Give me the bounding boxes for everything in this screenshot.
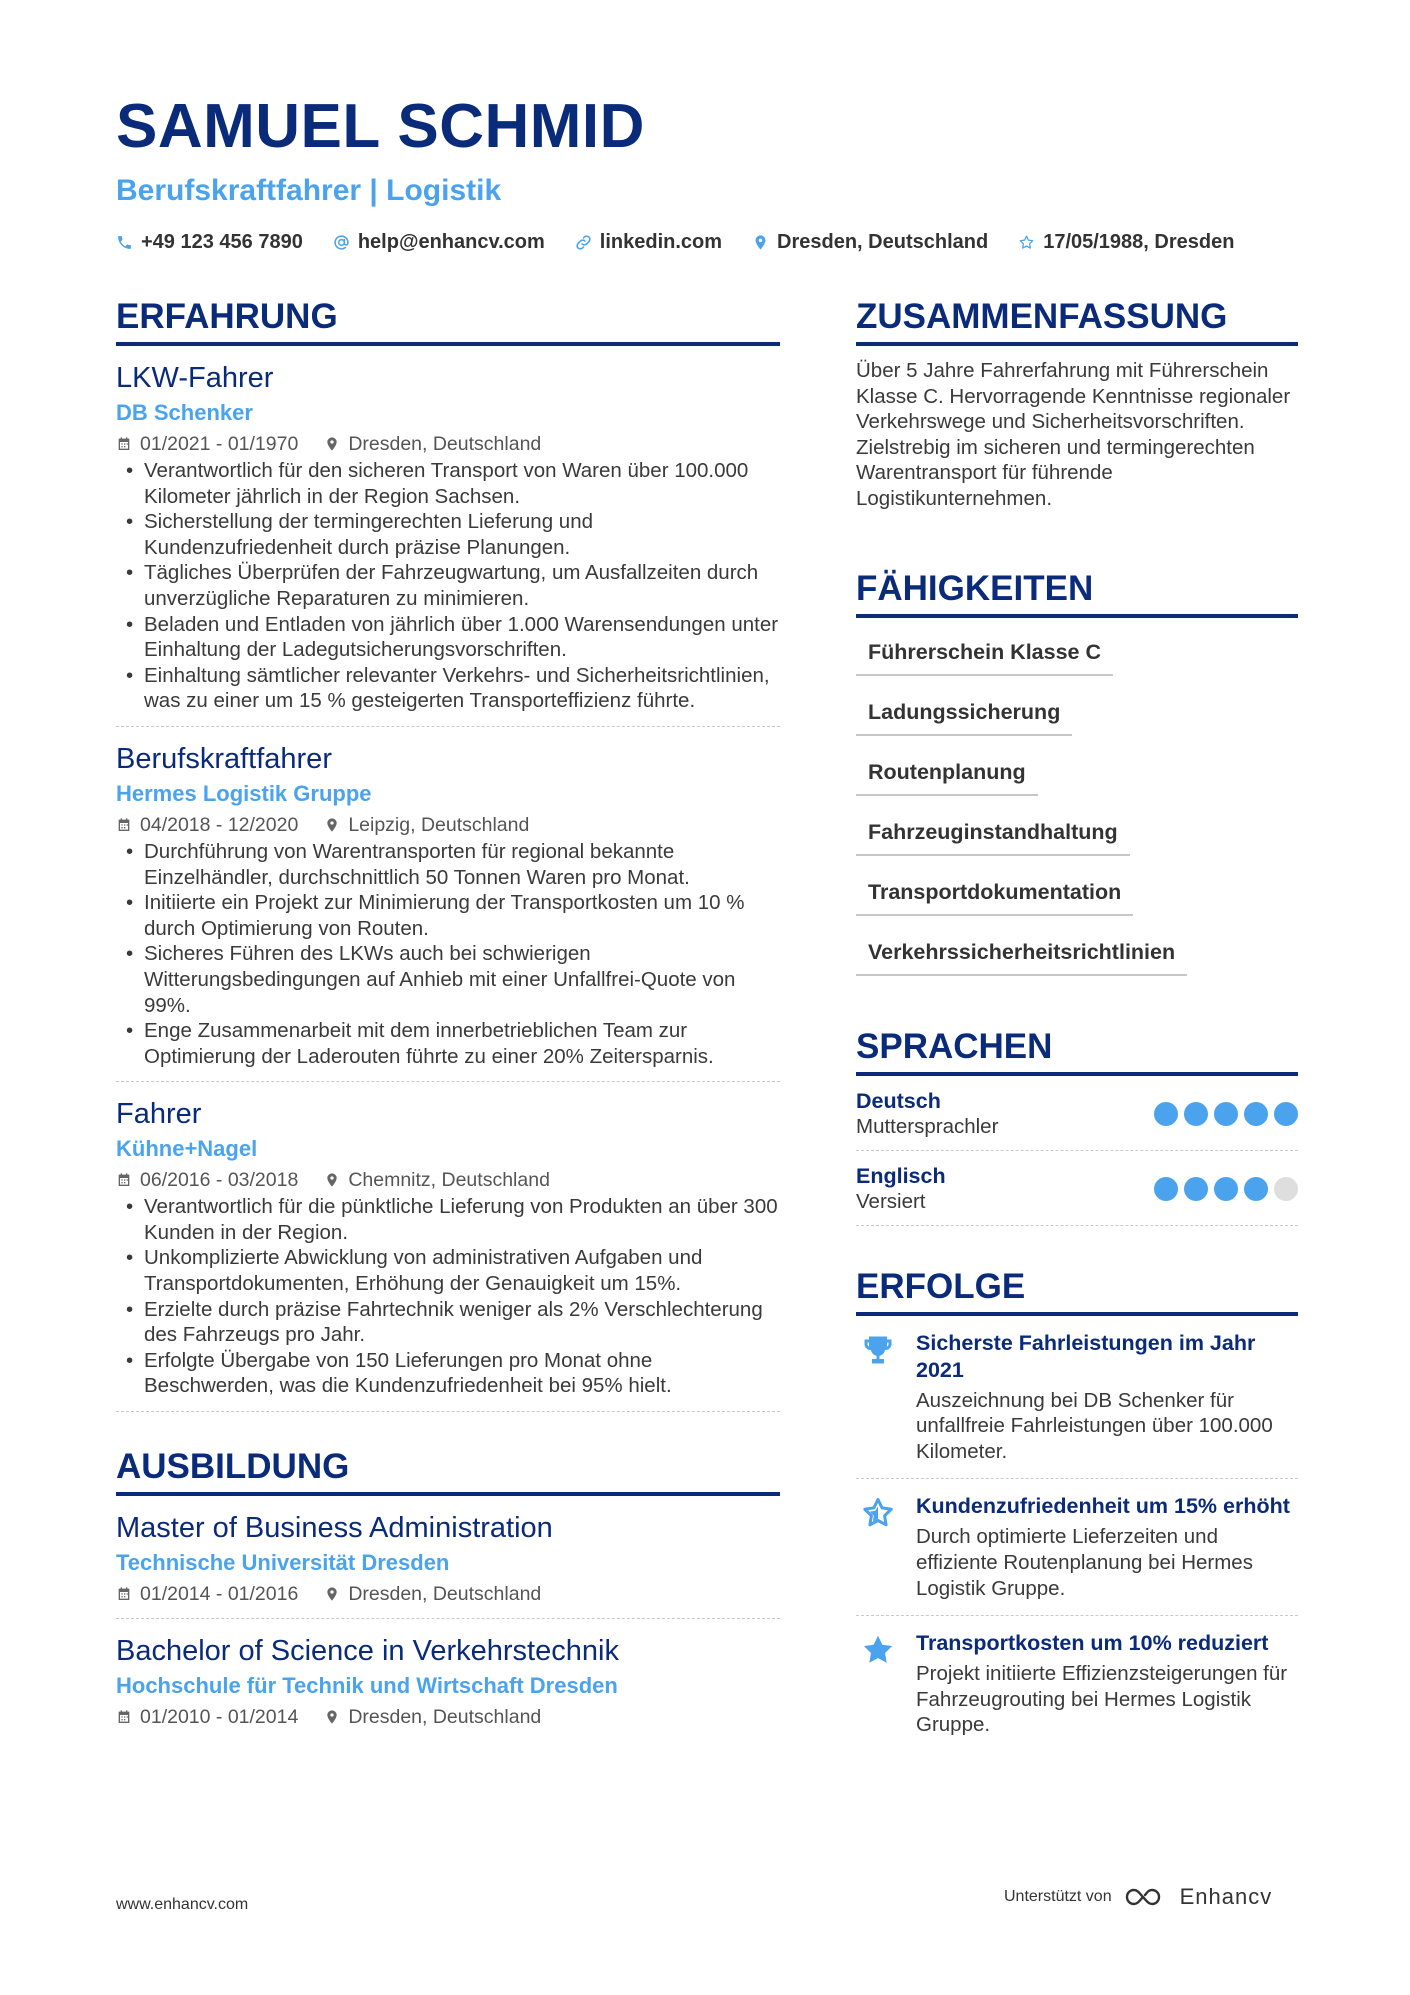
job-bullet: • Tägliches Überprüfen der Fahrzeugwartung, um Ausfallzeiten durch unverzügliche Reparaturen zu minimieren. [144, 560, 780, 611]
achievements-heading: ERFOLGE [856, 1266, 1298, 1316]
contact-birth-text: 17/05/1988, Dresden [1043, 231, 1235, 253]
education-dates [116, 1580, 298, 1608]
rating-dot [1244, 1102, 1268, 1126]
left-column [116, 296, 780, 1741]
job-meta [116, 811, 780, 839]
location-pin-icon [324, 817, 340, 833]
achievement-description: Auszeichnung bei DB Schenker für unfallfreie Fahrleistungen über 100.000 Kilometer. [916, 1388, 1273, 1463]
job-location [324, 430, 541, 458]
education-location-text: Dresden, Deutschland [348, 1583, 542, 1606]
phone-icon [116, 234, 133, 251]
footer-branding [1004, 1884, 1272, 1910]
education-location [324, 1703, 541, 1731]
rating-dot [1274, 1177, 1298, 1201]
education-location [324, 1580, 541, 1608]
star-filled-icon [860, 1632, 896, 1668]
language-level: Versiert [856, 1189, 926, 1213]
achievement-item [856, 1316, 1298, 1480]
education-location-text: Dresden, Deutschland [348, 1706, 542, 1729]
right-column [856, 296, 1298, 1752]
contact-birth [1018, 230, 1234, 254]
contact-phone-text: +49 123 456 7890 [141, 231, 303, 253]
achievement-title: Sicherste Fahrleistungen im Jahr 2021 [916, 1330, 1256, 1382]
achievement-item [856, 1616, 1298, 1752]
skill-tag: Führerschein Klasse C [856, 632, 1113, 676]
job-dates [116, 811, 298, 839]
company-name: Hermes Logistik Gruppe [116, 780, 372, 806]
rating-dot [1184, 1177, 1208, 1201]
job-title: Berufskraftfahrer [116, 742, 332, 775]
rating-dot [1214, 1177, 1238, 1201]
job-bullet: • Einhaltung sämtlicher relevanter Verkehrs- und Sicherheitsrichtlinien, was zu einer um 15 % gesteigerten Transporteffizienz führte. [144, 663, 780, 714]
powered-by-text: Unterstützt von [1004, 1888, 1112, 1905]
job-bullet: • Erfolgte Übergabe von 150 Lieferungen pro Monat ohne Beschwerden, was die Kundenzufriedenheit bei 95% hielt. [144, 1348, 780, 1399]
job-bullet: • Sicheres Führen des LKWs auch bei schwierigen Witterungsbedingungen auf Anhieb mit einer Unfallfrei-Quote von 99%. [144, 941, 780, 1018]
degree-title: Bachelor of Science in Verkehrstechnik [116, 1635, 619, 1668]
job-bullets [116, 458, 780, 714]
achievement-description: Durch optimierte Lieferzeiten und effiziente Routenplanung bei Hermes Logistik Gruppe. [916, 1525, 1253, 1600]
language-item [856, 1076, 1298, 1151]
job-bullet: • Verantwortlich für den sicheren Transport von Waren über 100.000 Kilometer jährlich in der Region Sachsen. [144, 458, 780, 509]
education-meta [116, 1580, 780, 1608]
skill-tag: Transportdokumentation [856, 872, 1133, 916]
contact-location-text: Dresden, Deutschland [777, 231, 989, 253]
contact-linkedin-text: linkedin.com [599, 231, 723, 253]
contact-email[interactable] [333, 230, 545, 254]
job-bullet: • Sicherstellung der termingerechten Lieferung und Kundenzufriedenheit durch präzise Planungen. [144, 509, 780, 560]
contact-email-text: help@enhancv.com [357, 231, 545, 253]
rating-dot [1274, 1102, 1298, 1126]
calendar-icon [116, 436, 132, 452]
location-pin-icon [324, 1709, 340, 1725]
experience-item [116, 1082, 780, 1412]
rating-dot [1214, 1102, 1238, 1126]
at-icon [333, 234, 350, 251]
language-name: Englisch [856, 1163, 946, 1188]
trophy-icon [860, 1332, 896, 1368]
experience-heading: ERFAHRUNG [116, 296, 780, 346]
job-dates-text: 06/2016 - 03/2018 [140, 1169, 299, 1192]
contact-linkedin[interactable] [575, 230, 722, 254]
rating-dot [1244, 1177, 1268, 1201]
job-dates [116, 1166, 298, 1194]
school-name: Technische Universität Dresden [116, 1550, 450, 1576]
calendar-icon [116, 1586, 132, 1602]
language-level: Muttersprachler [856, 1114, 999, 1138]
job-location-text: Leipzig, Deutschland [348, 813, 530, 836]
education-dates-text: 01/2010 - 01/2014 [140, 1706, 299, 1729]
calendar-icon [116, 817, 132, 833]
job-bullets [116, 1194, 780, 1399]
calendar-icon [116, 1172, 132, 1188]
contact-location [752, 230, 988, 254]
job-meta [116, 1166, 780, 1194]
skills-list [856, 632, 1298, 992]
calendar-icon [116, 1709, 132, 1725]
job-bullet: • Unkomplizierte Abwicklung von administrativen Aufgaben und Transportdokumenten, Erhöhung der Genauigkeit um 15%. [144, 1245, 780, 1296]
location-pin-icon [324, 1586, 340, 1602]
company-name: DB Schenker [116, 400, 253, 425]
job-meta [116, 430, 780, 458]
skill-tag: Routenplanung [856, 752, 1038, 796]
star-outline-icon [860, 1495, 896, 1531]
achievement-item [856, 1479, 1298, 1616]
languages-heading: SPRACHEN [856, 1026, 1298, 1076]
job-dates [116, 430, 298, 458]
brand-name: Enhancv [1179, 1884, 1273, 1909]
achievement-title: Transportkosten um 10% reduziert [916, 1631, 1269, 1656]
location-pin-icon [752, 234, 769, 251]
contact-phone[interactable] [116, 230, 303, 254]
education-dates-text: 01/2014 - 01/2016 [140, 1583, 299, 1606]
degree-title: Master of Business Administration [116, 1512, 553, 1545]
language-name: Deutsch [856, 1088, 941, 1113]
language-rating [1154, 1177, 1298, 1201]
candidate-headline: Berufskraftfahrer | Logistik [116, 174, 502, 207]
star-icon [1018, 234, 1035, 251]
education-heading: AUSBILDUNG [116, 1446, 780, 1496]
job-bullet: • Beladen und Entladen von jährlich über 1.000 Warensendungen unter Einhaltung der Ladegutsicherungsvorschriften. [144, 612, 780, 663]
job-bullet: • Erzielte durch präzise Fahrtechnik weniger als 2% Verschlechterung des Fahrzeugs pro Jahr. [144, 1297, 780, 1348]
skill-tag: Fahrzeuginstandhaltung [856, 812, 1130, 856]
job-title: LKW-Fahrer [116, 362, 274, 394]
skill-tag: Verkehrssicherheitsrichtlinien [856, 932, 1187, 976]
job-dates-text: 01/2021 - 01/1970 [140, 433, 299, 455]
job-location [324, 1166, 550, 1194]
education-meta [116, 1703, 780, 1731]
link-icon [575, 234, 592, 251]
job-bullet: • Initiierte ein Projekt zur Minimierung der Transportkosten um 10 % durch Optimierung von Routen. [144, 890, 780, 941]
language-rating [1154, 1102, 1298, 1126]
achievement-description: Projekt initiierte Effizienzsteigerungen für Fahrzeugrouting bei Hermes Logistik Gruppe. [916, 1662, 1288, 1737]
rating-dot [1154, 1102, 1178, 1126]
rating-dot [1184, 1102, 1208, 1126]
job-location-text: Chemnitz, Deutschland [348, 1169, 550, 1192]
job-title: Fahrer [116, 1098, 202, 1131]
candidate-name: SAMUEL SCHMID [116, 92, 645, 161]
company-name: Kühne+Nagel [116, 1136, 258, 1162]
rating-dot [1154, 1177, 1178, 1201]
job-bullet: • Verantwortlich für die pünktliche Lieferung von Produkten an über 300 Kunden in der Region. [144, 1194, 780, 1245]
footer-website[interactable]: www.enhancv.com [116, 1896, 249, 1913]
education-dates [116, 1703, 298, 1731]
language-item [856, 1151, 1298, 1226]
job-dates-text: 04/2018 - 12/2020 [140, 813, 299, 836]
enhancv-logo-icon [1124, 1885, 1168, 1909]
summary-heading: ZUSAMMENFASSUNG [856, 296, 1298, 346]
contact-bar [116, 230, 1234, 254]
job-bullets [116, 839, 780, 1069]
location-pin-icon [324, 1172, 340, 1188]
education-item [116, 1619, 780, 1741]
achievement-title: Kundenzufriedenheit um 15% erhöht [916, 1494, 1290, 1519]
experience-item [116, 727, 780, 1082]
job-location [324, 811, 529, 839]
skills-heading: FÄHIGKEITEN [856, 568, 1298, 618]
job-bullet: • Durchführung von Warentransporten für regional bekannte Einzelhändler, durchschnittlich 50 Tonnen Waren pro Monat. [144, 839, 780, 890]
school-name: Hochschule für Technik und Wirtschaft Dresden [116, 1673, 618, 1699]
skill-tag: Ladungssicherung [856, 692, 1072, 736]
experience-item [116, 346, 780, 727]
job-bullet: • Enge Zusammenarbeit mit dem innerbetrieblichen Team zur Optimierung der Laderouten führte zu einer 20% Zeitersparnis. [144, 1018, 780, 1069]
job-location-text: Dresden, Deutschland [348, 433, 542, 455]
education-item [116, 1496, 780, 1619]
location-pin-icon [324, 436, 340, 452]
summary-text: Über 5 Jahre Fahrerfahrung mit Führerschein Klasse C. Hervorragende Kenntnisse regionaler Verkehrswege und Sicherheitsvorschriften. Zielstrebig im sicheren und termingerechten Warentransport für führende Logistikunternehmen. [856, 359, 1291, 510]
